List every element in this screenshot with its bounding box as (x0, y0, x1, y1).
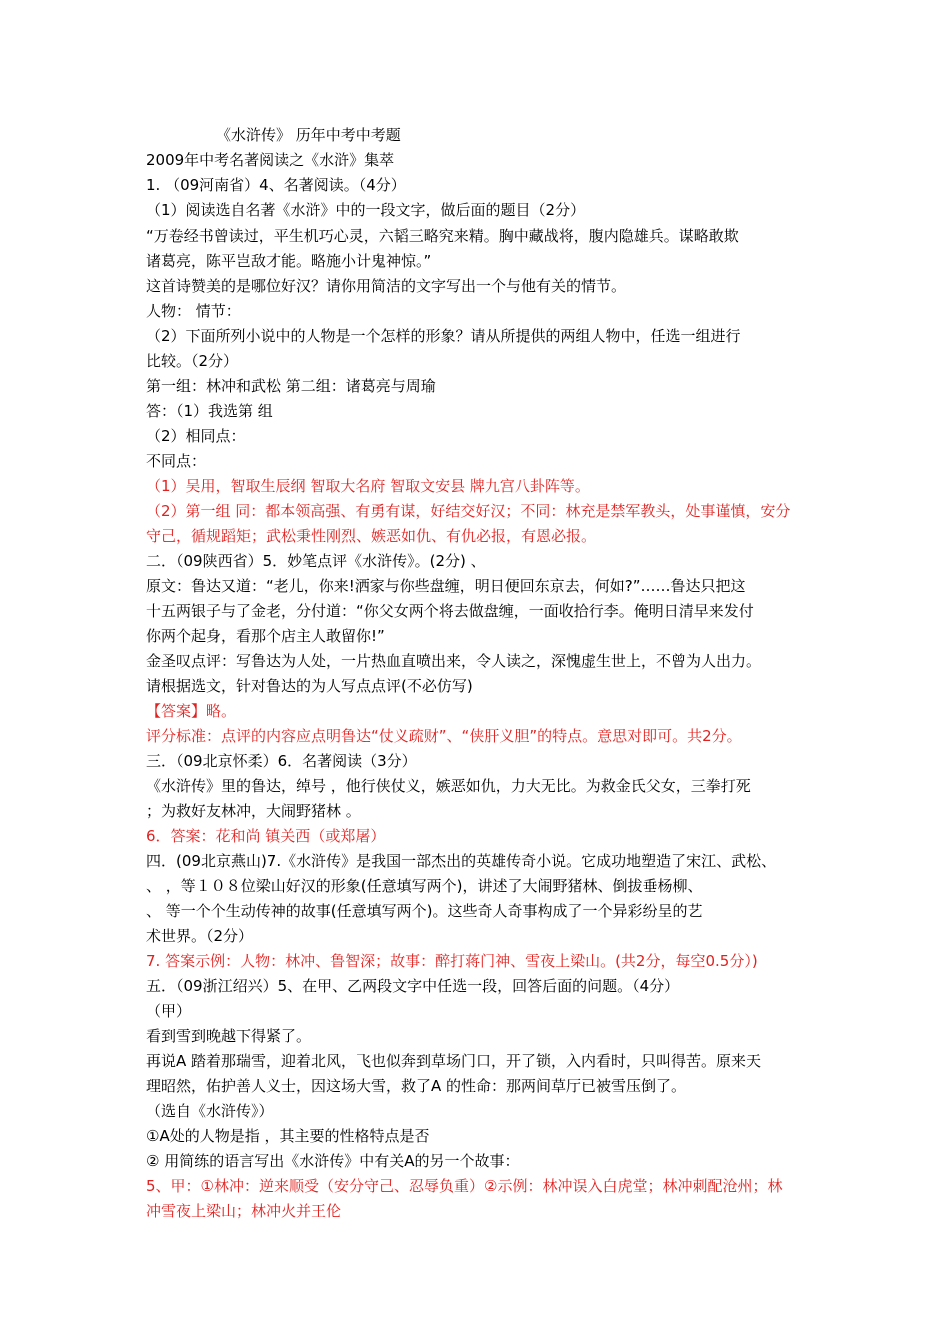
text-line: （1）阅读选自名著《水浒》中的一段文字，做后面的题目（2分） (146, 201, 586, 219)
text-line: 诸葛亮，陈平岂敌才能。略施小计鬼神惊。” (146, 252, 432, 270)
text-line: （选自《水浒传》） (146, 1102, 274, 1120)
text-line: 、 ，等１０８位梁山好汉的形象(任意填写两个)，讲述了大闹野猪林、倒拔垂杨柳、 (146, 877, 703, 895)
text-line: 二．（09陕西省）5．妙笔点评《水浒传》。(2分) 、 (146, 552, 486, 570)
answer-line: 5、甲：①林冲：逆来顺受（安分守己、忍辱负重）②示例：林冲误入白虎堂；林冲刺配沧州；林 (146, 1177, 783, 1195)
text-line: ①A处的人物是指 ，其主要的性格特点是否 (146, 1127, 430, 1145)
text-line: 请根据选文，针对鲁达的为人写点点评(不必仿写) (146, 677, 473, 695)
answer-line: （1）吴用，智取生辰纲 智取大名府 智取文安县 牌九宫八卦阵等。 (146, 477, 590, 495)
text-line: 术世界。（2分） (146, 927, 254, 945)
text-line: 、 等一个个生动传神的故事(任意填写两个)。这些奇人奇事构成了一个异彩纷呈的艺 (146, 902, 703, 920)
text-line: “万卷经书曾读过，平生机巧心灵，六韬三略究来精。胸中藏战将，腹内隐雄兵。谋略敢欺 (146, 227, 739, 245)
answer-line: 守己，循规蹈矩；武松秉性刚烈、嫉恶如仇、有仇必报，有恩必报。 (146, 527, 597, 545)
text-line: ；为救好友林冲，大闹野猪林 。 (146, 802, 361, 820)
text-line: 答：（1）我选第 组 (146, 402, 273, 420)
text-line: 理昭然，佑护善人义士，因这场大雪，救了A 的性命：那两间草厅已被雪压倒了。 (146, 1077, 687, 1095)
text-line: 再说A 踏着那瑞雪，迎着北风，飞也似奔到草场门口，开了锁，入内看时，只叫得苦。原来天 (146, 1052, 762, 1070)
document-subtitle: 2009年中考名著阅读之《水浒》集萃 (146, 151, 395, 169)
text-line: 四．(09北京燕山)7.《水浒传》是我国一部杰出的英雄传奇小说。它成功地塑造了宋江、武松、 (146, 852, 777, 870)
text-line: 第一组：林冲和武松 第二组：诸葛亮与周瑜 (146, 377, 436, 395)
document-title: 《水浒传》 历年中考中考题 (216, 126, 401, 144)
text-line: 人物： 情节： (146, 302, 241, 320)
answer-line: 冲雪夜上梁山；林冲火并王伦 (146, 1202, 342, 1220)
text-line: 金圣叹点评：写鲁达为人处，一片热血直喷出来，令人读之，深愧虚生世上，不曾为人出力。 (146, 652, 762, 670)
text-line: 五．（09浙江绍兴）5、在甲、乙两段文字中任选一段，回答后面的问题。（4分） (146, 977, 680, 995)
text-line: ② 用简练的语言写出《水浒传》中有关A的另一个故事： (146, 1152, 520, 1170)
answer-line: 评分标准：点评的内容应点明鲁达“仗义疏财”、“侠肝义胆”的特点。意思对即可。共2分。 (146, 727, 742, 745)
answer-line: 6．答案：花和尚 镇关西（或郑屠） (146, 827, 386, 845)
answer-line: （2）第一组 同：都本领高强、有勇有谋，好结交好汉；不同：林充是禁军教头，处事谨慎，安分 (146, 502, 791, 520)
text-line: （甲） (146, 1002, 192, 1020)
text-line: 1. （09河南省）4、名著阅读。（4分） (146, 176, 406, 194)
text-line: 《水浒传》里的鲁达，绰号 ，他行侠仗义，嫉恶如仇，力大无比。为救金氏父女，三拳打死 (146, 777, 751, 795)
text-line: 看到雪到晚越下得紧了。 (146, 1027, 312, 1045)
text-line: 这首诗赞美的是哪位好汉？请你用简洁的文字写出一个与他有关的情节。 (146, 277, 627, 295)
text-line: （2）相同点： (146, 427, 246, 445)
answer-line: 7. 答案示例：人物：林冲、鲁智深；故事：醉打蒋门神、雪夜上梁山。(共2分，每空0.5分）) (146, 952, 758, 970)
text-line: （2）下面所列小说中的人物是一个怎样的形象？请从所提供的两组人物中，任选一组进行 (146, 327, 741, 345)
text-line: 三．（09北京怀柔）6．名著阅读（3分） (146, 752, 417, 770)
text-line: 你两个起身，看那个店主人敢留你!” (146, 627, 385, 645)
text-line: 原文：鲁达又道：“老儿，你来!洒家与你些盘缠，明日便回东京去，何如?”……鲁达只把这 (146, 577, 746, 595)
answer-line: 【答案】略。 (146, 702, 237, 720)
text-line: 比较。（2分） (146, 352, 239, 370)
text-line: 十五两银子与了金老，分付道：“你父女两个将去做盘缠，一面收拾行李。俺明日清早来发付 (146, 602, 754, 620)
text-line: 不同点： (146, 452, 207, 470)
